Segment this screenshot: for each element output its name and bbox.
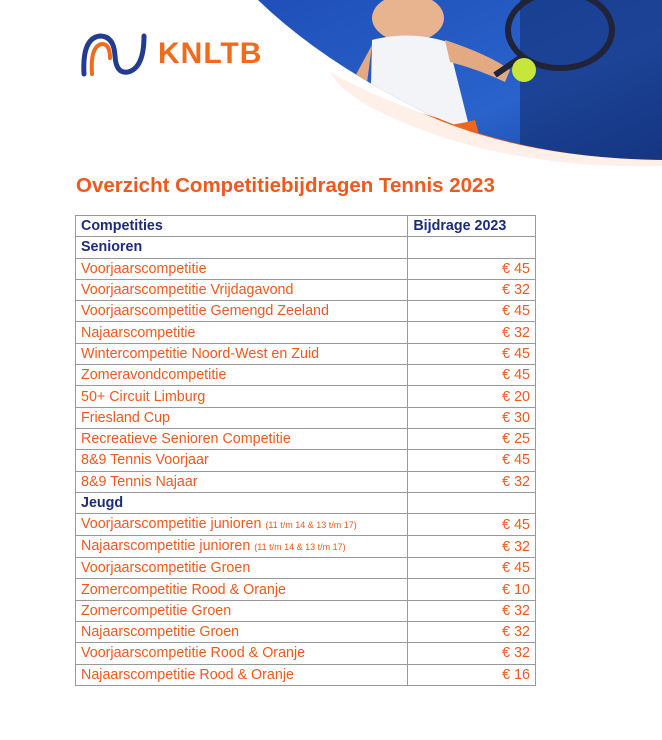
competition-cell [76, 343, 408, 364]
competition-cell [76, 365, 408, 386]
price-cell: € 45 [408, 258, 536, 279]
competition-name: 8&9 Tennis Najaar [81, 473, 198, 490]
table-row [76, 365, 536, 386]
competition-name: Voorjaarscompetitie Vrijdagavond [81, 282, 294, 299]
price-cell: € 16 [408, 664, 536, 685]
table-row [76, 600, 536, 621]
table-header-row [76, 216, 536, 237]
competition-cell [76, 643, 408, 664]
table-row [76, 622, 536, 643]
header-banner [0, 0, 662, 175]
competition-cell [76, 407, 408, 428]
price-cell: € 45 [408, 558, 536, 579]
competition-name: Voorjaarscompetitie [81, 260, 207, 277]
table-row [76, 258, 536, 279]
competition-name: Najaarscompetitie Rood & Oranje [81, 666, 294, 683]
price-cell: € 32 [408, 322, 536, 343]
price-cell: € 30 [408, 407, 536, 428]
price-cell: € 32 [408, 600, 536, 621]
table-row [76, 343, 536, 364]
contribution-table [75, 215, 536, 686]
competition-cell [76, 600, 408, 621]
competition-cell [76, 386, 408, 407]
competition-name: Najaarscompetitie Groen [81, 624, 240, 641]
competition-cell [76, 301, 408, 322]
column-header-competities: Competities [76, 216, 408, 237]
age-note: (11 t/m 14 & 13 t/m 17) [254, 542, 346, 553]
competition-name: Voorjaarscompetitie Rood & Oranje [81, 645, 306, 662]
competition-name: Najaarscompetitie junioren [81, 538, 251, 555]
age-note: (11 t/m 14 & 13 t/m 17) [265, 520, 357, 531]
price-cell: € 32 [408, 643, 536, 664]
table-row [76, 322, 536, 343]
table-row [76, 514, 536, 536]
competition-name: Najaarscompetitie [81, 324, 196, 341]
section-row [76, 492, 536, 513]
competition-cell [76, 514, 408, 536]
competition-cell [76, 428, 408, 449]
competition-cell [76, 579, 408, 600]
table-row [76, 643, 536, 664]
table-row [76, 664, 536, 685]
table-row [76, 386, 536, 407]
price-cell: € 20 [408, 386, 536, 407]
price-cell: € 32 [408, 279, 536, 300]
table-row [76, 301, 536, 322]
competition-cell [76, 558, 408, 579]
table-row [76, 407, 536, 428]
section-row [76, 237, 536, 258]
price-cell: € 45 [408, 301, 536, 322]
brand-name: KNLTB [158, 37, 263, 70]
competition-cell [76, 664, 408, 685]
price-cell: € 45 [408, 450, 536, 471]
competition-cell [76, 322, 408, 343]
competition-cell [76, 471, 408, 492]
competition-name: Recreatieve Senioren Competitie [81, 431, 291, 448]
section-title: Senioren [76, 237, 408, 258]
price-cell: € 45 [408, 365, 536, 386]
table-row [76, 428, 536, 449]
column-header-bijdrage: Bijdrage 2023 [408, 216, 536, 237]
section-empty-cell [408, 492, 536, 513]
competition-name: Friesland Cup [81, 409, 170, 426]
price-cell: € 10 [408, 579, 536, 600]
competition-cell [76, 536, 408, 558]
table-row [76, 579, 536, 600]
competition-cell [76, 450, 408, 471]
tennis-player-photo [250, 0, 662, 175]
competition-name: Zomeravondcompetitie [81, 367, 227, 384]
competition-name: Voorjaarscompetitie Groen [81, 560, 251, 577]
competition-name: Voorjaarscompetitie Gemengd Zeeland [81, 303, 329, 320]
table-row [76, 279, 536, 300]
price-cell: € 45 [408, 514, 536, 536]
price-cell: € 32 [408, 622, 536, 643]
price-cell: € 45 [408, 343, 536, 364]
section-title: Jeugd [76, 492, 408, 513]
table-row [76, 450, 536, 471]
competition-cell [76, 622, 408, 643]
knltb-logo [78, 28, 262, 80]
price-cell: € 32 [408, 536, 536, 558]
competition-name: 50+ Circuit Limburg [81, 388, 206, 405]
section-empty-cell [408, 237, 536, 258]
competition-name: Zomercompetitie Rood & Oranje [81, 581, 287, 598]
table-row [76, 536, 536, 558]
competition-name: Voorjaarscompetitie junioren [81, 516, 262, 533]
competition-cell [76, 258, 408, 279]
price-cell: € 25 [408, 428, 536, 449]
competition-name: Zomercompetitie Groen [81, 602, 232, 619]
competition-name: 8&9 Tennis Voorjaar [81, 452, 209, 469]
page-title: Overzicht Competitiebijdragen Tennis 2023 [76, 174, 495, 197]
table-row [76, 558, 536, 579]
table-row [76, 471, 536, 492]
price-cell: € 32 [408, 471, 536, 492]
competition-name: Wintercompetitie Noord-West en Zuid [81, 345, 320, 362]
knltb-logo-icon [78, 28, 152, 80]
competition-cell [76, 279, 408, 300]
